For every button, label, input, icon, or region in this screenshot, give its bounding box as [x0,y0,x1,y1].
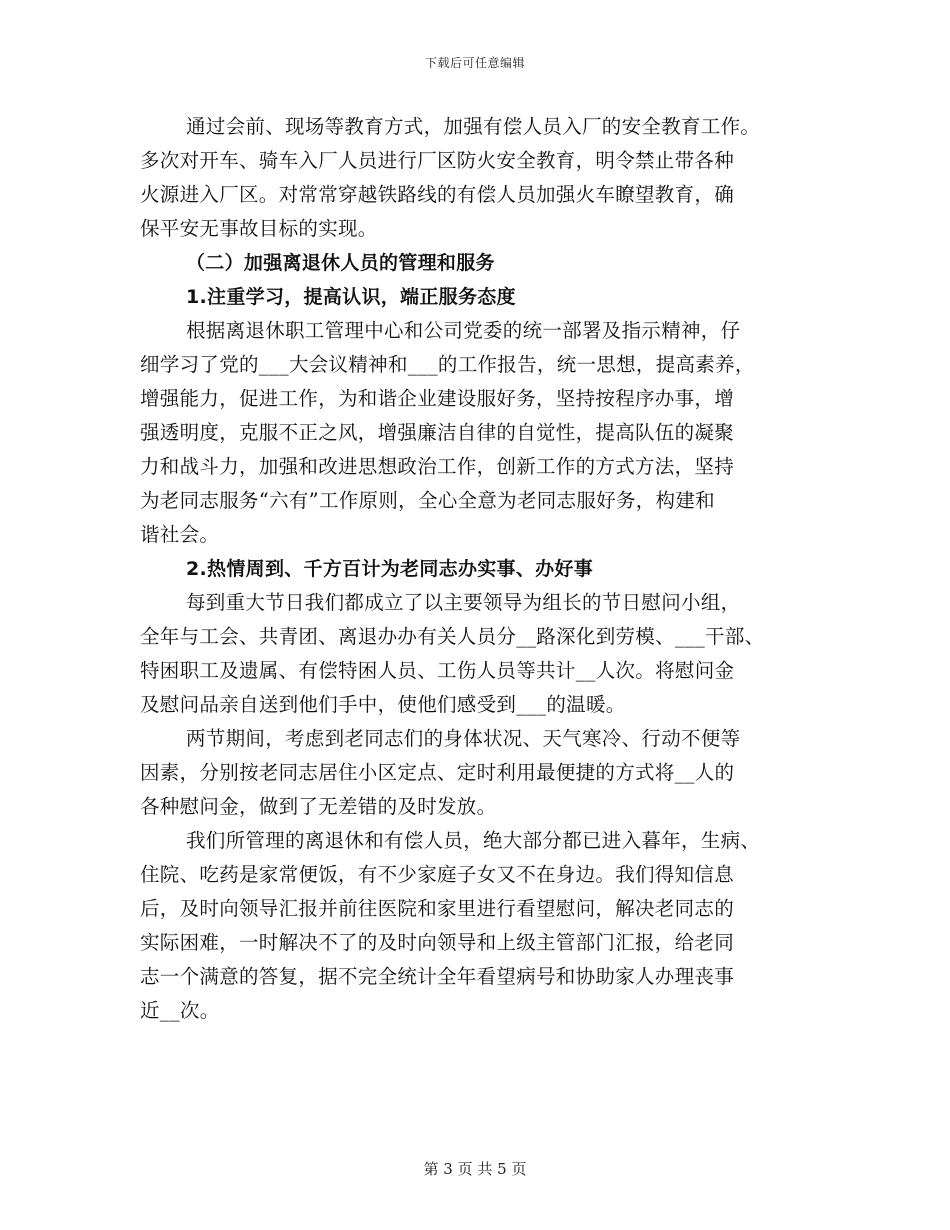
text-line: 近__次。 [140,999,220,1022]
text-line: 住院、吃药是家常便饭，有不少家庭子女又不在身边。我们得知信息 [140,863,735,886]
text-line: 强透明度，克服不正之风，增强廉洁自律的自觉性，提高队伍的凝聚 [140,421,735,444]
text-line: 各种慰问金，做到了无差错的及时发放。 [140,795,497,818]
text-line: 通过会前、现场等教育方式，加强有偿人员入厂的安全教育工作。 [186,115,761,138]
text-line: 多次对开车、骑车入厂人员进行厂区防火安全教育，明令禁止带各种 [140,149,735,172]
text-line: 我们所管理的离退休和有偿人员，绝大部分都已进入暮年，生病、 [186,829,761,852]
text-line: 全年与工会、共青团、离退办办有关人员分__路深化到劳模、___干部、 [140,625,765,648]
text-line: 根据离退休职工管理中心和公司党委的统一部署及指示精神，仔 [186,319,741,342]
text-line: 谐社会。 [140,523,220,546]
text-line: 及慰问品亲自送到他们手中，使他们感受到___的温暖。 [140,693,626,716]
text-line: 火源进入厂区。对常常穿越铁路线的有偿人员加强火车瞭望教育，确 [140,183,735,206]
text-line: 保平安无事故目标的实现。 [140,217,378,240]
text-line: 因素，分别按老同志居住小区定点、定时利用最便捷的方式将__人的 [140,761,735,784]
text-line: 细学习了党的___大会议精神和___的工作报告，统一思想，提高素养， [140,353,755,376]
text-line: 力和战斗力，加强和改进思想政治工作，创新工作的方式方法，坚持 [140,455,735,478]
text-line: 为老同志服务“六有”工作原则，全心全意为老同志服好务，构建和 [140,489,715,512]
text-line: 每到重大节日我们都成立了以主要领导为组长的节日慰问小组， [186,591,741,614]
text-line: 两节期间，考虑到老同志们的身体状况、天气寒冷、行动不便等 [186,727,741,750]
text-line: 后，及时向领导汇报并前往医院和家里进行看望慰问，解决老同志的 [140,897,735,920]
page-footer: 第 3 页 共 5 页 [423,1160,527,1178]
page-header: 下载后可任意编辑 [424,56,525,70]
text-line: 特困职工及遗属、有偿特困人员、工伤人员等共计__人次。将慰问金 [140,659,735,682]
text-line: 志一个满意的答复，据不完全统计全年看望病号和协助家人办理丧事 [140,965,735,988]
section-heading: 1.注重学习，提高认识，端正服务态度 [186,286,516,308]
text-line: 增强能力，促进工作，为和谐企业建设服好务，坚持按程序办事，增 [140,387,735,410]
document-body [140,110,820,1028]
text-line: 实际困难，一时解决不了的及时向领导和上级主管部门汇报，给老同 [140,931,735,954]
section-heading: （二）加强离退休人员的管理和服务 [186,252,495,274]
section-heading: 2.热情周到、千方百计为老同志办实事、办好事 [186,558,594,580]
